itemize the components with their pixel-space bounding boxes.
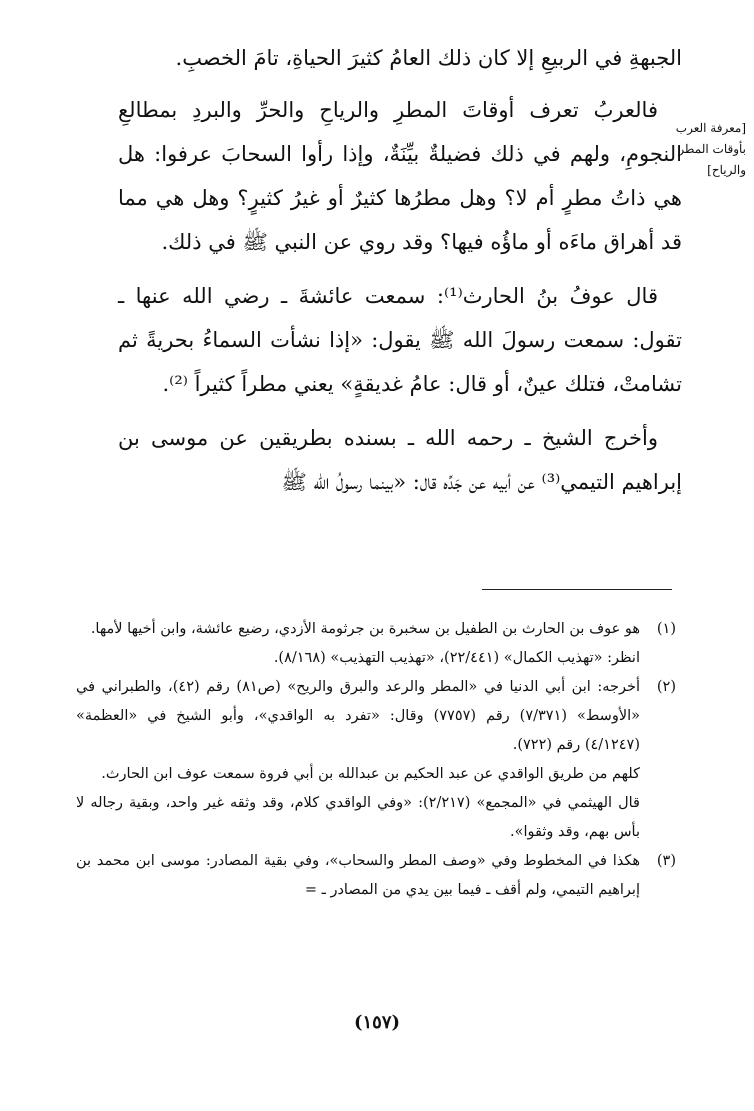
- paragraph-awf-hadith: قال عوفُ بنُ الحارث⁽¹⁾: سمعت عائشةَ ـ رضي الله عنها ـ تقول: سمعت رسولَ الله ﷺ يقول: «إذا نشأت السماءُ بحريةً ثم تشامتْ، فتلك عينٌ، أو قال: عامُ غديقةٍ» يعني مطراً كثيراً ⁽²⁾.: [118, 284, 682, 396]
- footnote-number: (١): [656, 621, 676, 637]
- footnote-1: [76, 615, 676, 673]
- paragraph-arabs-knowledge: فالعربُ تعرف أوقاتَ المطرِ والرياحِ والحرِّ والبردِ بمطالعِ النجومِ، ولهم في ذلك فضيلةٌ بيِّنَةٌ، وإذا رأوا السحابَ عرفوا: هل هي ذاتُ مطرٍ أم لا؟ وهل مطرُها كثيرٌ أو غيرُ كثيرٍ؟ وهل هي مما قد أهراق ماءَه أو ماؤُه فيها؟ وقد روي عن النبي ﷺ في ذلك.: [118, 98, 682, 254]
- paragraph-continuation: الجبهةِ في الربيعِ إلا كان ذلك العامُ كثيرَ الحياةِ، تامَ الخصبِ.: [175, 46, 682, 70]
- main-text: [118, 36, 682, 514]
- footnote-body: [76, 673, 640, 847]
- footnote-text: أخرجه: ابن أبي الدنيا في «المطر والرعد والبرق والريح» (ص٨١) رقم (٤٢)، والطبراني في «الأوسط» (٧/٣٧١) رقم (٧٧٥٧) وقال: «تفرد به الواقدي»، وأبو الشيخ في «العظمة» (٤/١٢٤٧) رقم (٧٢٢).: [76, 679, 640, 753]
- footnote-text: انظر: «تهذيب الكمال» (٢٢/٤٤١)، «تهذيب التهذيب» (٨/١٦٨).: [273, 650, 640, 666]
- footnote-body: [76, 847, 640, 905]
- footnotes: [76, 615, 676, 905]
- footnote-text: هكذا في المخطوط وفي «وصف المطر والسحاب»، وفي بقية المصادر: موسى ابن محمد بن إبراهيم التيمي، ولم أقف ـ فيما بين يدي من المصادر ـ =: [76, 853, 640, 898]
- margin-note-line: والرياح]: [707, 163, 746, 177]
- margin-note-line: بأوقات المطر: [678, 142, 746, 156]
- margin-note: [674, 118, 746, 181]
- footnote-3: [76, 847, 676, 905]
- footnote-text: قال الهيثمي في «المجمع» (٢/٢١٧): «وفي الواقدي كلام، وقد وثقه غير واحد، وبقية رجاله لا بأس بهم، وقد وثقوا».: [76, 795, 640, 840]
- footnote-2: [76, 673, 676, 847]
- footnote-body: [76, 615, 640, 673]
- page-number: (١٥٧): [353, 1012, 401, 1033]
- footnote-separator: [482, 589, 672, 590]
- footnote-text: هو عوف بن الحارث بن الطفيل بن سخبرة بن جرثومة الأزدي، رضيع عائشة، وابن أخيها لأمها.: [90, 621, 640, 637]
- paragraph-abu-shaykh-chain: وأخرج الشيخ ـ رحمه الله ـ بسنده بطريقين عن موسى بن إبراهيم التيمي⁽³⁾ عن أبيه عن جَدِّه قال: «بينما رسولُ الله ﷺ: [118, 426, 682, 494]
- margin-note-line: [معرفة العرب: [675, 121, 746, 135]
- footnote-text: كلهم من طريق الواقدي عن عبد الحكيم بن عبدالله بن أبي فروة سمعت عوف ابن الحارث.: [101, 766, 640, 782]
- footnote-number: (٣): [656, 853, 676, 869]
- footnote-number: (٢): [656, 679, 676, 695]
